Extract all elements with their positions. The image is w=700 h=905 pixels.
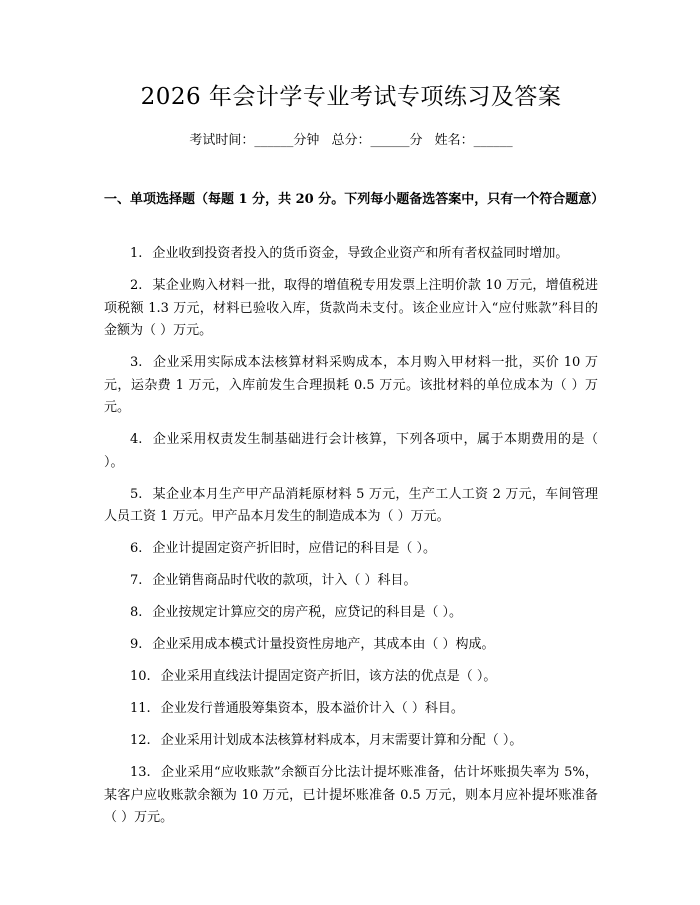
exam-name: 姓名：______ xyxy=(434,133,513,148)
question-text: 企业销售商品时代收的款项，计入（ ）科目。 xyxy=(152,573,417,588)
question-text: 企业采用成本模式计量投资性房地产，其成本由（ ）构成。 xyxy=(152,637,495,652)
question-text: 某企业本月生产甲产品消耗原材料 5 万元，生产工人工资 2 万元，车间管理人员工资 1 万元。甲产品本月发生的制造成本为（ ）万元。 xyxy=(104,486,598,524)
question-number: 11. xyxy=(130,701,151,716)
exam-time: 考试时间：______分钟 xyxy=(189,133,320,148)
question-number: 3. xyxy=(130,355,143,370)
question-text: 企业采用实际成本法核算材料采购成本，本月购入甲材料一批，买价 10 万元，运杂费 1 万元，入库前发生合理损耗 0.5 万元。该批材料的单位成本为（ ）万元。 xyxy=(104,355,598,415)
question-item xyxy=(104,275,598,343)
question-item xyxy=(104,698,598,721)
question-item xyxy=(104,570,598,593)
question-item xyxy=(104,484,598,529)
question-text: 企业采用计划成本法核算材料成本，月末需要计算和分配（ ）。 xyxy=(160,733,523,748)
question-number: 10. xyxy=(130,669,151,684)
question-item xyxy=(104,762,598,830)
question-number: 9. xyxy=(130,637,143,652)
question-item xyxy=(104,602,598,625)
exam-info xyxy=(104,130,598,152)
question-number: 8. xyxy=(130,605,143,620)
question-number: 13. xyxy=(130,765,151,780)
question-item xyxy=(104,730,598,753)
question-number: 2. xyxy=(130,278,143,293)
question-item xyxy=(104,666,598,689)
question-text: 企业发行普通股筹集资本，股本溢价计入（ ）科目。 xyxy=(160,701,464,716)
question-number: 12. xyxy=(130,733,151,748)
question-number: 4. xyxy=(130,432,143,447)
question-number: 7. xyxy=(130,573,143,588)
question-text: 企业采用直线法计提固定资产折旧，该方法的优点是（ ）。 xyxy=(160,669,497,684)
exam-score: 总分：______分 xyxy=(331,133,423,148)
question-text: 企业采用权责发生制基础进行会计核算，下列各项中，属于本期费用的是（ ）。 xyxy=(104,432,598,470)
question-number: 6. xyxy=(130,541,143,556)
question-text: 企业采用“应收账款”余额百分比法计提坏账准备，估计坏账损失率为 5%，某客户应收账款余额为 10 万元，已计提坏账准备 0.5 万元，则本月应补提坏账准备（ ）万元。 xyxy=(104,765,598,825)
page-title: 2026 年会计学专业考试专项练习及答案 xyxy=(140,84,562,110)
question-number: 5. xyxy=(130,486,143,502)
question-text: 企业按规定计算应交的房产税，应贷记的科目是（ ）。 xyxy=(152,605,463,620)
question-text: 企业收到投资者投入的货币资金，导致企业资产和所有者权益同时增加。 xyxy=(152,246,569,261)
question-number: 1. xyxy=(130,246,143,261)
question-item xyxy=(104,243,598,266)
question-item xyxy=(104,634,598,657)
question-text: 某企业购入材料一批，取得的增值税专用发票上注明价款 10 万元，增值税进项税额 1.3 万元，材料已验收入库，货款尚未支付。该企业应计入“应付账款”科目的金额为（ ）万元。 xyxy=(104,278,598,338)
question-item xyxy=(104,538,598,561)
question-item xyxy=(104,352,598,420)
section-title: 一、单项选择题（每题 1 分，共 20 分。下列每小题备选答案中，只有一个符合题意） xyxy=(104,192,605,207)
question-item xyxy=(104,429,598,474)
question-text: 企业计提固定资产折旧时，应借记的科目是（ ）。 xyxy=(152,541,437,556)
question-list xyxy=(104,243,598,839)
